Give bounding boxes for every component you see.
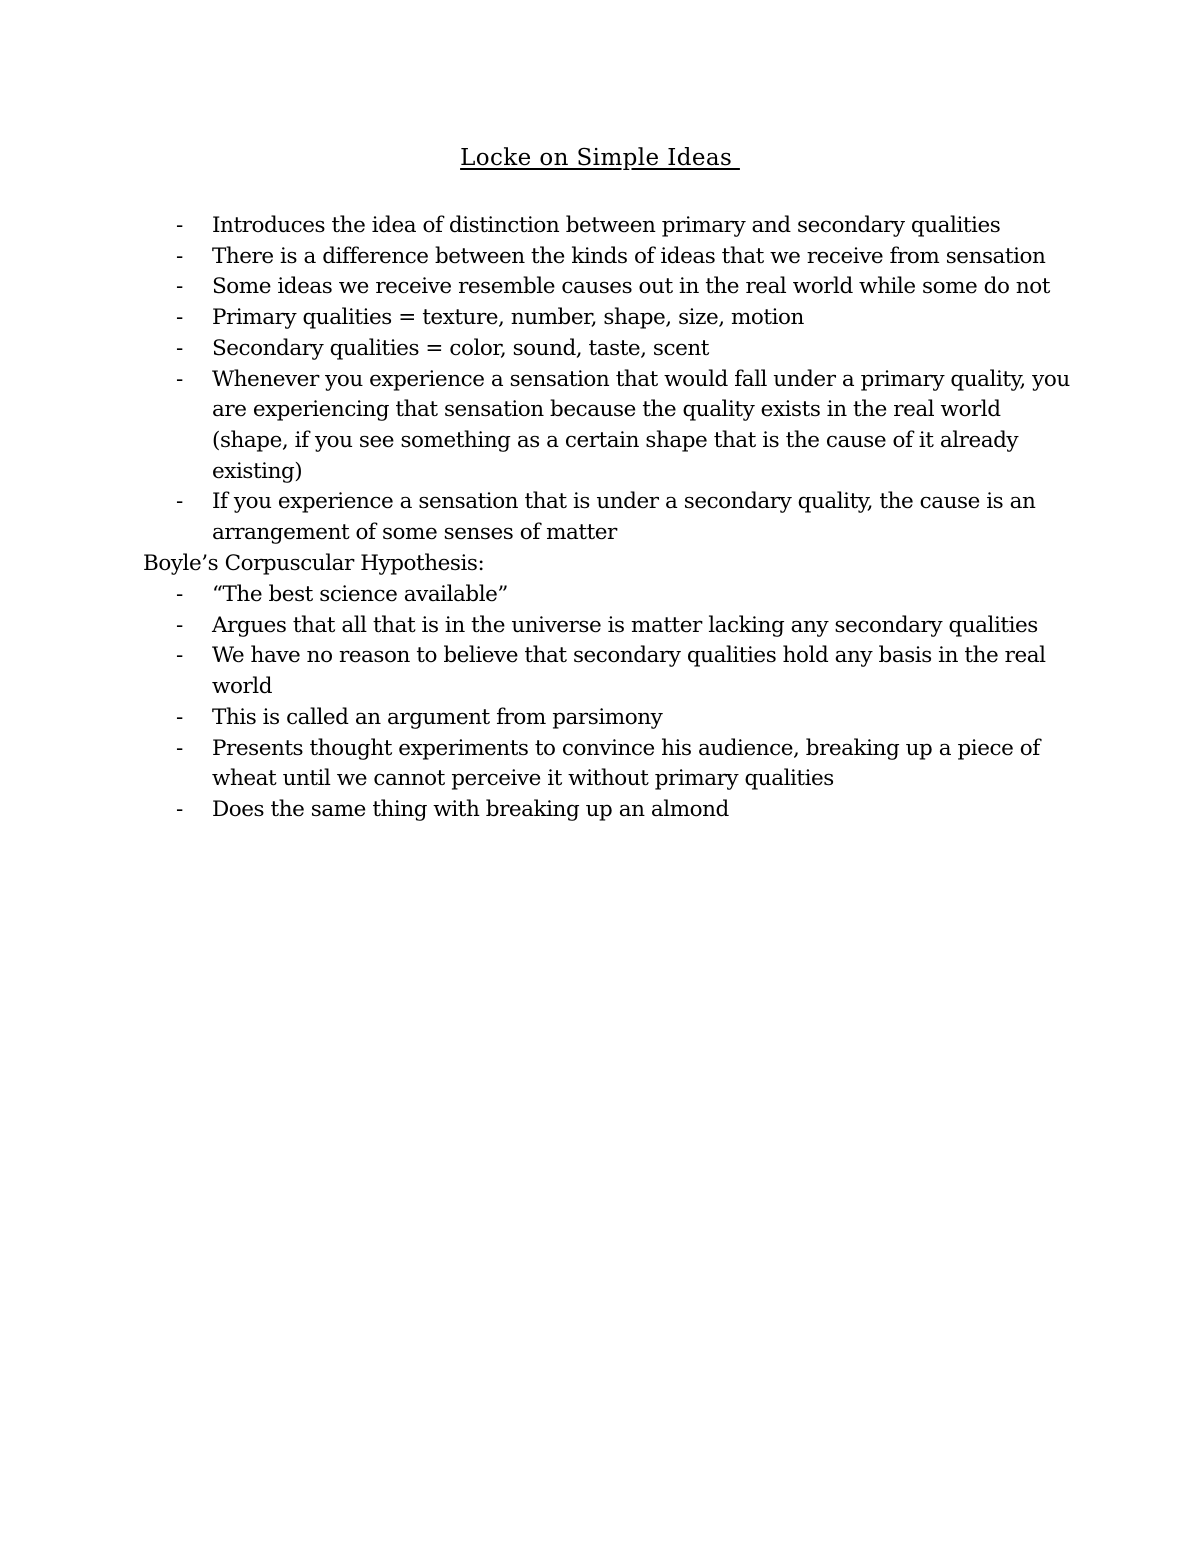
list-item	[0, 303, 1072, 334]
list-item-text: Argues that all that is in the universe is matter lacking any secondary qualities	[212, 612, 1038, 638]
bullet-dash: -	[176, 704, 183, 730]
bullet-dash: -	[176, 213, 183, 238]
list-item-text: Introduces the idea of distinction between primary and secondary qualities	[212, 213, 1001, 238]
list-item	[0, 487, 1072, 548]
list-item-text: “The best science available”	[212, 582, 508, 607]
section-heading: Boyle’s Corpuscular Hypothesis:	[143, 551, 485, 576]
bullet-dash: -	[176, 643, 183, 669]
bullet-dash: -	[176, 274, 183, 300]
list-item-text: We have no reason to believe that secondary qualities hold any basis in the real world	[212, 643, 1046, 700]
bullet-dash: -	[176, 582, 183, 607]
list-item	[0, 242, 1072, 273]
bullet-dash: -	[176, 489, 183, 515]
locke-points-list	[0, 211, 1200, 549]
boyle-points-section	[0, 580, 1200, 826]
list-item-text: This is called an argument from parsimony	[212, 704, 663, 730]
bullet-dash: -	[176, 735, 183, 761]
bullet-dash: -	[176, 366, 183, 392]
list-item	[0, 580, 1072, 611]
bullet-dash: -	[176, 612, 183, 638]
list-item	[0, 211, 1072, 242]
list-item-text: Whenever you experience a sensation that would fall under a primary quality, you are experiencing that sensation because the quality exists in the real world (shape, if you see something as a certain shape that is the cause of it already existing)	[212, 366, 1070, 484]
list-item-text: Does the same thing with breaking up an almond	[212, 796, 729, 822]
list-item-text: If you experience a sensation that is under a secondary quality, the cause is an arrangement of some senses of matter	[212, 489, 1036, 546]
list-item-text: Presents thought experiments to convince his audience, breaking up a piece of wheat until we cannot perceive it without primary qualities	[212, 735, 1040, 792]
list-item-text: There is a difference between the kinds of ideas that we receive from sensation	[212, 243, 1046, 269]
list-item	[0, 703, 1072, 734]
bullet-dash: -	[176, 796, 183, 822]
list-item-text: Some ideas we receive resemble causes out in the real world while some do not	[212, 274, 1050, 300]
bullet-dash: -	[176, 335, 183, 361]
list-item	[0, 365, 1072, 488]
bullet-dash: -	[176, 305, 183, 331]
list-item	[0, 272, 1072, 303]
list-item	[0, 334, 1072, 365]
page-title: Locke on Simple Ideas	[460, 145, 740, 171]
list-item	[0, 734, 1072, 795]
boyle-points-list	[0, 580, 1200, 826]
list-item	[0, 611, 1072, 642]
list-item-text: Secondary qualities = color, sound, taste, scent	[212, 335, 709, 361]
list-item	[0, 795, 1072, 826]
list-item	[0, 641, 1072, 702]
bullet-dash: -	[176, 243, 183, 269]
list-item-text: Primary qualities = texture, number, shape, size, motion	[212, 305, 804, 331]
locke-points-section	[0, 211, 1200, 549]
